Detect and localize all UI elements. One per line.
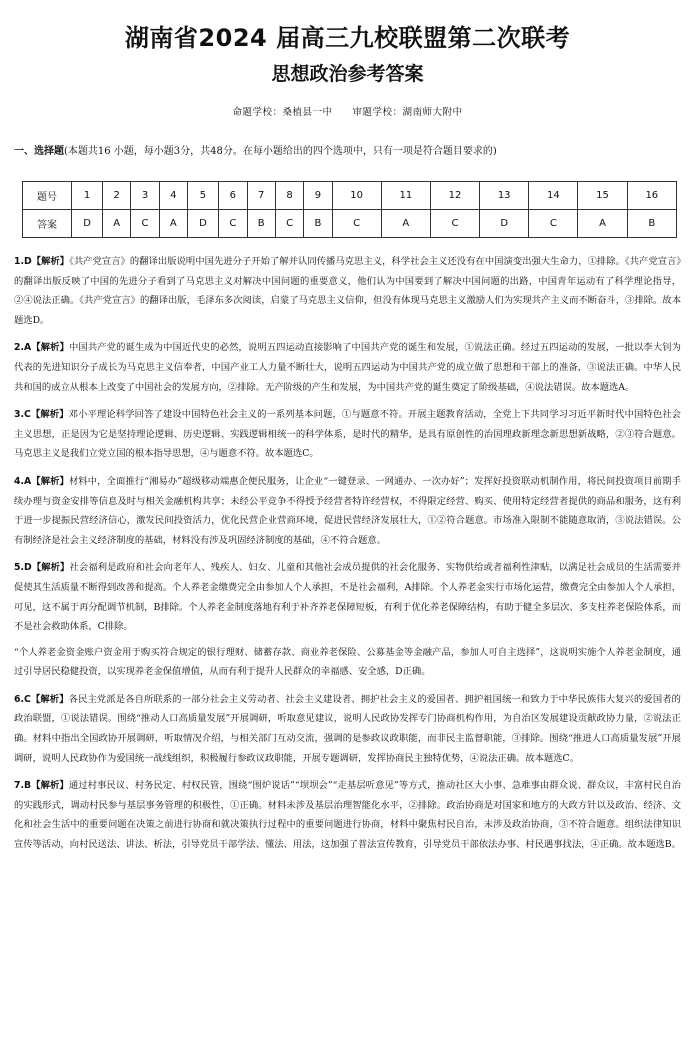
explanation-item	[14, 643, 681, 682]
analysis-tag: 【解析】	[30, 409, 69, 421]
explanation-text: 通过村事民议、村务民定、村权民管，围绕“围炉说话”“坝坝会”“走基层听意见”等方式，推动社区大小事、急难事由群众说、群众议，丰富村民自治的实践形式，调动村民参与基层事务管理的积极性，①正确。材料未涉及基层治理智能化水平，②排除。政治协商是对国家和地方的大政方针以及政治、经济、文化和社会生活中的重要问题在决策之前进行协商和就决策执行过程中的重要问题进行协商，材料中聚焦村民自治，未涉及政治协商，③不符合题意。组织法律知识宣传等活动，向村民送法、讲法、析法，引导党员干部学法、懂法、用法，这加强了普法宣传教育，引导党员干部依法办事、村民遇事找法，④正确。故本题选B。	[14, 780, 681, 851]
analysis-tag: 【解析】	[31, 780, 69, 792]
answer-cell: B	[247, 210, 275, 238]
row-label: 答案	[23, 210, 72, 238]
question-number-cell: 15	[578, 182, 627, 210]
answer-cell: C	[529, 210, 578, 238]
section-description: (本题共16 小题，每小题3分，共48分。在每小题给出的四个选项中，只有一项是符合题目要求的)	[64, 146, 497, 157]
explanation-text: 各民主党派是各自所联系的一部分社会主义劳动者、社会主义建设者、拥护社会主义的爱国者、拥护祖国统一和致力于中华民族伟大复兴的爱国者的政治联盟，①说法错误。围绕“推动人口高质量发展”开展调研，听取意见建议，说明人民政协发挥专门协商机构作用，为自治区发展建设贡献政协力量，②说法正确。材料中指出全国政协开展调研，听取情况介绍，与相关部门互动交流，强调的是参政议政职能，而非民主监督职能，③排除。围绕“推进人口高质量发展”开展调研，说明人民政协作为爱国统一战线组织，积极履行参政议政职能，开展专题调研，发挥协商民主独特优势，④说法正确。故本题选C。	[14, 693, 681, 764]
question-number-cell: 14	[529, 182, 578, 210]
question-answer-label: 3.C	[14, 409, 31, 421]
answer-cell: B	[304, 210, 332, 238]
question-number-cell: 5	[187, 182, 218, 210]
analysis-tag: 【解析】	[31, 562, 70, 574]
question-number-cell: 10	[332, 182, 381, 210]
answer-cell: D	[72, 210, 103, 238]
section-label: 一、选择题	[14, 146, 64, 157]
question-answer-label: 5.D	[14, 562, 32, 574]
explanation-item	[14, 690, 681, 768]
author-schools: 命题学校：桑植县一中 审题学校：湖南师大附中	[232, 107, 463, 118]
row-label: 题号	[23, 182, 72, 210]
document-subtitle: 思想政治参考答案	[271, 63, 424, 85]
explanation-text: 中国共产党的诞生成为中国近代史的必然，说明五四运动直接影响了中国共产党的诞生和发展，①说法正确。经过五四运动的发展，一批以李大钊为代表的先进知识分子成长为马克思主义信奉者，中国产业工人力量不断壮大，说明五四运动为中国共产党的成立做了思想和干部上的准备，③说法正确。中华人民共和国的成立从根本上改变了中国社会的发展方向，②排除。无产阶级的产生和发展，为中国共产党的诞生奠定了阶级基础，④说法错误。故本题选A。	[14, 342, 681, 393]
answer-cell: C	[430, 210, 479, 238]
explanation-text: 《共产党宣言》的翻译出版说明中国先进分子开始了解并认同传播马克思主义，科学社会主义还没有在中国演变出强大生命力，①排除。《共产党宣言》的翻译出版反映了中国的先进分子看到了马克思主义对解决中国问题的重要意义，他们认为中国要到了解决中国问题的出路，中国青年运动有了科学理论指导，②④说法正确。《共产党宣言》的翻译出版，毛泽东多次阅读，启蒙了马克思主义信仰，但没有体现马克思主义激励人们为实现共产主义而不断奋斗，③排除。故本题选D。	[14, 256, 681, 326]
answer-cell: B	[627, 210, 676, 238]
question-answer-label: 6.C	[14, 693, 31, 705]
answer-cell: C	[219, 210, 248, 238]
question-number-cell: 4	[159, 182, 187, 210]
question-answer-label: 4.A	[14, 475, 32, 487]
question-number-cell: 11	[381, 182, 430, 210]
explanation-text: “个人养老金资金账户资金用于购买符合规定的银行理财、储蓄存款、商业养老保险、公募基金等金融产品，参加人可自主选择”，这说明实施个人养老金制度，通过引导居民稳健投资，以实现养老金保值增值，从而有利于提升人民群众的幸福感、安全感，D正确。	[14, 646, 681, 678]
question-number-cell: 12	[430, 182, 479, 210]
question-number-cell: 8	[275, 182, 304, 210]
question-number-cell: 6	[219, 182, 248, 210]
question-number-cell: 16	[627, 182, 676, 210]
answer-table	[22, 181, 677, 238]
question-answer-label: 1.D	[14, 256, 32, 267]
question-answer-label: 7.B	[14, 780, 32, 792]
answer-cell: C	[131, 210, 160, 238]
document-title: 湖南省2024 届高三九校联盟第二次联考	[124, 24, 571, 52]
question-number-cell: 9	[304, 182, 332, 210]
explanation-item	[14, 776, 681, 854]
explanation-item	[14, 558, 681, 636]
question-answer-label: 2.A	[14, 342, 32, 354]
answer-cell: A	[103, 210, 131, 238]
analysis-tag: 【解析】	[30, 693, 69, 705]
explanation-text: 社会福利是政府和社会向老年人、残疾人、妇女、儿童和其他社会成员提供的社会化服务、实物供给或者福利性津贴，以满足社会成员的生活需要并促使其生活质量不断得到改善和提高。个人养老金缴费完全由参加人个人承担，不是社会福利，A排除。个人养老金实行市场化运营，缴费完全由参加人个人承担，可见，这不属于再分配调节机制，B排除。个人养老金制度落地有利于补齐养老保障短板，有利于优化养老保障结构，有助于健全多层次、多支柱养老保险体系，而不是社会救助体系，C排除。	[14, 562, 681, 633]
analysis-tag: 【解析】	[31, 256, 70, 267]
section-heading	[14, 142, 681, 157]
answer-cell: D	[480, 210, 529, 238]
explanation-item	[14, 252, 681, 330]
explanation-text: 邓小平理论科学回答了建设中国特色社会主义的一系列基本问题，①与题意不符。开展主题教育活动，全党上下共同学习习近平新时代中国特色社会主义思想，正是因为它是坚持理论逻辑、历史逻辑、实践逻辑相统一的科学体系，是时代的精华，是具有原创性的治国理政新理念新思想新战略，②③符合题意。马克思主义是我们立党立国的根本指导思想，④与题意不符。故本题选C。	[14, 409, 681, 460]
question-number-row	[23, 182, 677, 210]
analysis-tag: 【解析】	[31, 342, 69, 354]
explanation-item	[14, 338, 681, 397]
explanations-list	[14, 252, 681, 855]
explanation-item	[14, 472, 681, 550]
answer-cell: A	[578, 210, 627, 238]
question-number-cell: 13	[480, 182, 529, 210]
answer-cell: C	[275, 210, 304, 238]
answer-row	[23, 210, 677, 238]
analysis-tag: 【解析】	[31, 475, 69, 487]
answer-cell: A	[159, 210, 187, 238]
explanation-text: 材料中，全面推行“湘易办”超级移动端惠企便民服务，让企业“一键登录、一网通办、一次办好”；发挥好投资联动机制作用，将民间投资项目前期手续办理与资金安排等信息及时与相关金融机构共享；未经公平竞争不得授予经营者特许经营权，不得限定经营、购买、使用特定经营者提供的商品和服务，这有利于进一步提振民营经济信心，激发民间投资活力，优化民营企业营商环境，促进民营经济发展壮大，①②符合题意。市场准入限制不能随意取消，③说法错误。公有制经济是社会主义经济制度的基础，材料没有涉及巩固经济制度的基础，④不符合题意。	[14, 475, 681, 546]
explanation-item	[14, 405, 681, 464]
question-number-cell: 1	[72, 182, 103, 210]
question-number-cell: 7	[247, 182, 275, 210]
question-number-cell: 3	[131, 182, 160, 210]
answer-cell: C	[332, 210, 381, 238]
answer-cell: D	[187, 210, 218, 238]
question-number-cell: 2	[103, 182, 131, 210]
answer-cell: A	[381, 210, 430, 238]
